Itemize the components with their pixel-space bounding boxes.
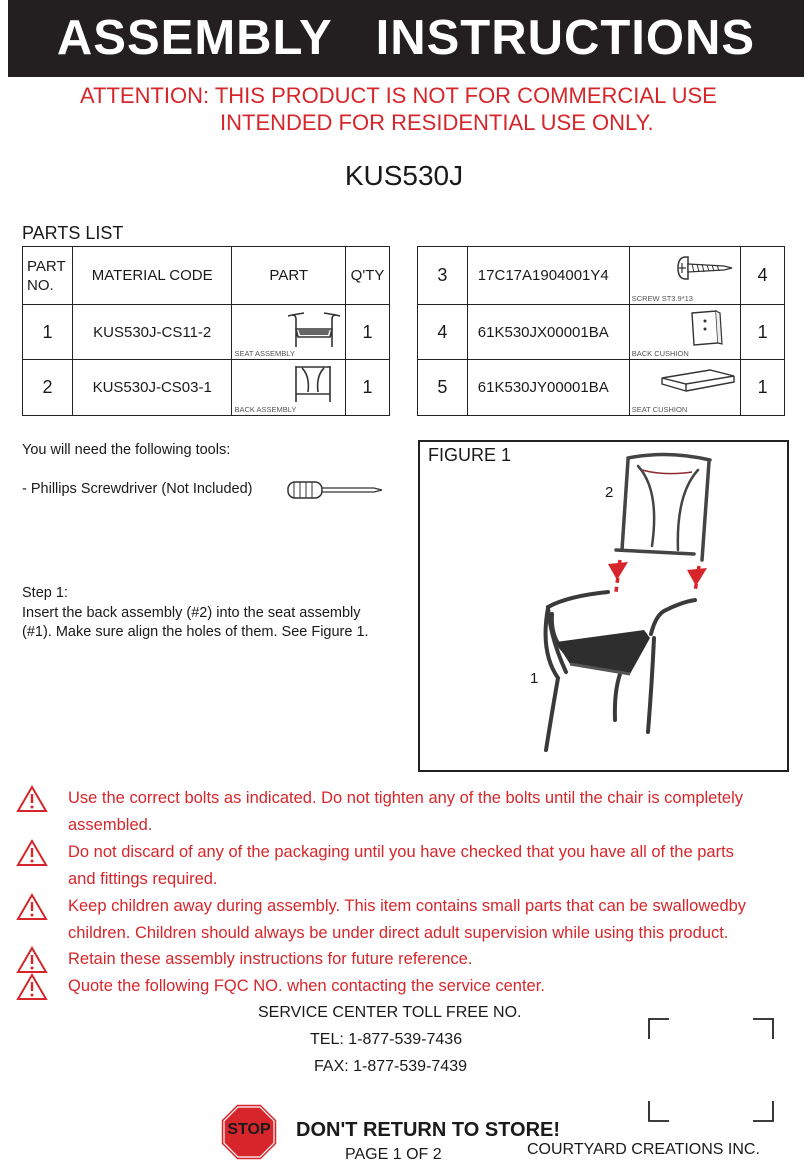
figure-label-seat: 1 xyxy=(530,670,539,687)
table-row xyxy=(23,305,390,360)
stop-sign-label: STOP xyxy=(227,1121,271,1138)
part-caption: BACK CUSHION xyxy=(631,349,689,358)
material-code: KUS530J-CS03-1 xyxy=(72,360,232,416)
warning-triangle-icon xyxy=(16,785,48,813)
attention-line-2: INTENDED FOR RESIDENTIAL USE ONLY. xyxy=(220,110,654,135)
part-no: 2 xyxy=(23,360,73,416)
header-part: PART xyxy=(232,247,346,305)
warning-triangle-icon xyxy=(16,946,48,974)
table-row xyxy=(23,360,390,416)
table-row xyxy=(418,305,785,360)
qty: 4 xyxy=(741,247,785,305)
warning-text xyxy=(68,839,808,893)
step-1-text xyxy=(22,584,369,643)
company-name: COURTYARD CREATIONS INC. xyxy=(527,1141,760,1158)
part-caption: SEAT ASSEMBLY xyxy=(234,349,295,358)
parts-list-title: PARTS LIST xyxy=(22,223,124,243)
part-image-screw xyxy=(629,247,740,305)
warning-item xyxy=(16,973,806,1000)
table-row xyxy=(418,247,785,305)
figure-1 xyxy=(418,440,789,772)
qty: 1 xyxy=(346,360,390,416)
material-code: 61K530JY00001BA xyxy=(467,360,629,416)
dont-return-notice: DON'T RETURN TO STORE! xyxy=(296,1119,561,1141)
screwdriver-icon xyxy=(286,478,386,502)
warning-text: Retain these assembly instructions for future reference. xyxy=(68,950,473,968)
warning-line: and fittings required. xyxy=(68,870,218,888)
warning-line: children. Children should always be under direct adult supervision while using this product. xyxy=(68,924,729,942)
screw-icon xyxy=(676,253,736,283)
warning-triangle-icon xyxy=(16,973,48,1001)
service-tel: TEL: 1-877-539-7436 xyxy=(310,1031,463,1048)
warning-line: Do not discard of any of the packaging until you have checked that you have all of the parts xyxy=(68,843,734,861)
part-caption: SCREW ST3.9*13 xyxy=(631,294,693,303)
service-fax: FAX: 1-877-539-7439 xyxy=(314,1058,467,1075)
part-image-seat-cushion xyxy=(629,360,740,416)
step-1-title: Step 1: xyxy=(22,585,68,601)
parts-table-left xyxy=(22,246,390,416)
page-title: ASSEMBLY INSTRUCTIONS xyxy=(8,0,804,77)
qty: 1 xyxy=(346,305,390,360)
step-1-line-2: (#1). Make sure align the holes of them. See Figure 1. xyxy=(22,624,369,640)
warning-line: Use the correct bolts as indicated. Do not tighten any of the bolts until the chair is completely xyxy=(68,789,744,807)
part-image-back-cushion xyxy=(629,305,740,360)
figure-title: FIGURE 1 xyxy=(428,445,512,465)
page-number: PAGE 1 OF 2 xyxy=(345,1146,442,1163)
seat-assembly-icon xyxy=(284,307,344,351)
tool-item: - Phillips Screwdriver (Not Included) xyxy=(22,481,253,497)
model-number: KUS530J xyxy=(344,160,464,191)
back-cushion-icon xyxy=(686,307,726,351)
part-image-back-assembly xyxy=(232,360,346,416)
part-caption: SEAT CUSHION xyxy=(631,405,688,414)
back-assembly-icon xyxy=(288,362,338,406)
part-no: 4 xyxy=(418,305,468,360)
warning-item xyxy=(16,785,806,839)
tools-intro: You will need the following tools: xyxy=(22,442,231,458)
header-qty: Q'TY xyxy=(346,247,390,305)
seat-cushion-icon xyxy=(658,364,738,398)
part-no: 3 xyxy=(418,247,468,305)
chair-assembly-diagram xyxy=(420,442,787,770)
header-material-code: MATERIAL CODE xyxy=(72,247,232,305)
step-1-line-1: Insert the back assembly (#2) into the seat assembly xyxy=(22,604,361,621)
material-code: 61K530JX00001BA xyxy=(467,305,629,360)
material-code: KUS530J-CS11-2 xyxy=(72,305,232,360)
fqc-number-box xyxy=(645,1015,777,1127)
warning-line: assembled. xyxy=(68,816,153,834)
header-part-no: PART NO. xyxy=(23,247,73,305)
part-image-seat-assembly xyxy=(232,305,346,360)
part-no: 5 xyxy=(418,360,468,416)
figure-label-back: 2 xyxy=(605,484,614,501)
attention-line-1: ATTENTION: THIS PRODUCT IS NOT FOR COMMERCIAL USE xyxy=(80,83,717,108)
warning-text xyxy=(68,785,808,839)
warning-line: Keep children away during assembly. This item contains small parts that can be swallowedby xyxy=(68,897,747,915)
qty: 1 xyxy=(741,360,785,416)
parts-table-right xyxy=(417,246,785,416)
warning-item xyxy=(16,839,806,893)
material-code: 17C17A1904001Y4 xyxy=(467,247,629,305)
warning-triangle-icon xyxy=(16,893,48,921)
part-no: 1 xyxy=(23,305,73,360)
warning-triangle-icon xyxy=(16,839,48,867)
part-caption: BACK ASSEMBLY xyxy=(234,405,297,414)
service-center-title: SERVICE CENTER TOLL FREE NO. xyxy=(258,1004,522,1021)
warning-text xyxy=(68,893,808,947)
qty: 1 xyxy=(741,305,785,360)
warning-item xyxy=(16,893,806,947)
warning-item xyxy=(16,946,806,973)
table-row xyxy=(418,360,785,416)
warning-text: Quote the following FQC NO. when contacting the service center. xyxy=(68,977,545,995)
